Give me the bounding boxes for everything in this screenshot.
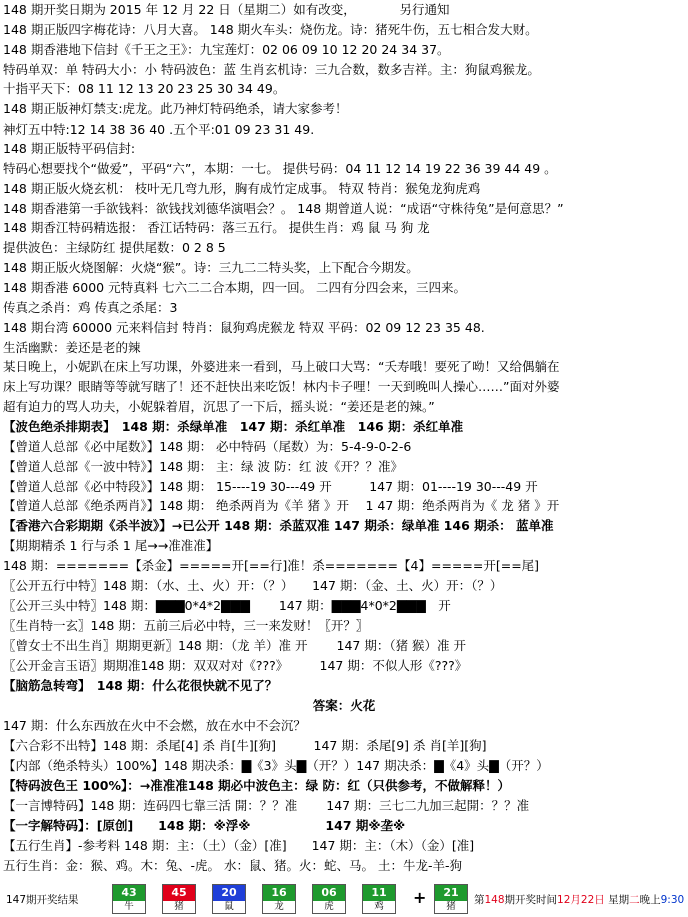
next-date: 12月22日 <box>557 894 605 906</box>
result-ball <box>312 884 346 914</box>
riddle-line: 【脑筋急转弯】 148 期：什么花很快就不见了？ <box>3 678 278 693</box>
ball-zodiac: 猪 <box>435 901 467 913</box>
next-time-label: 晚上 <box>639 894 661 906</box>
internal-kill-line: 【内部（绝杀特头）100%】148 期决杀：▇《3》头▇（开？）147 期决杀：▇《4》头▇（开？） <box>3 758 549 773</box>
ball-number: 43 <box>113 885 145 901</box>
special-code-line: 特码单双：单 特码大小：小 特码波色：蓝 生肖玄机诗：三九合数，数多吉祥。主：狗鼠鸡猴龙。 <box>3 62 540 77</box>
next-week-label: 星期 <box>608 894 630 906</box>
lamp-ban-line: 148 期正版神灯禁支:虎龙。此乃神灯特码绝杀，请大家参考！ <box>3 101 348 116</box>
fax-kill-line: 传真之杀肖：鸡 传真之杀尾：3 <box>3 300 178 315</box>
hk-6000-line: 148 期香港 6000 元特真料 七六二二合本期，四一回。 二四有分四会来，三四来。 <box>3 280 467 295</box>
ball-number: 16 <box>263 885 295 901</box>
five-elements-zodiac-line: 五行生肖：金：猴、鸡。木：兔、-虎。 水：鼠、猪。火：蛇、马。 土：牛龙-羊-狗 <box>3 858 462 873</box>
plum-poem-line: 148 期正版四字梅花诗：八月大喜。 148 期火车头：烧伤龙。诗：猪死牛伤，五七相合发大财。 <box>3 22 538 37</box>
result-ball <box>362 884 396 914</box>
special-segment-line: 【曾道人总部《必中特段》】148 期： 15----19 30---49 开 147 期：01----19 30---49 开 <box>3 479 538 494</box>
next-issue: 148 <box>484 894 505 906</box>
tail-number-line: 【曾道人总部《必中尾数》】148 期： 必中特码（尾数）为：5-4-9-0-2-6 <box>3 439 412 454</box>
ball-zodiac: 鼠 <box>213 901 245 913</box>
kill-metal-line: 148 期：=======【杀金】=====开[==行]准！杀=======【4】=====开[==尾] <box>3 558 540 573</box>
ball-zodiac: 牛 <box>113 901 145 913</box>
result-ball <box>112 884 146 914</box>
next-week: 二 <box>629 894 640 906</box>
riddle-147-line: 147 期：什么东西放在火中不会燃，放在水中不会沉？ <box>3 718 306 733</box>
humor-body-line-1: 某日晚上，小妮趴在床上写功课，外婆进来一看到，马上破口大骂：“夭寿哦！要死了呦！又给偶躺在 <box>3 359 560 374</box>
fire-mystery-line: 148 期正版火烧玄机： 枝叶无几弯九形，胸有成竹定成事。 特双 特肖：猴兔龙狗虎鸡 <box>3 181 481 196</box>
fire-diagram-line: 148 期正版火烧图解：火烧“猴”。诗：三九二二特头奖，上下配合今期发。 <box>3 260 419 275</box>
ball-zodiac: 龙 <box>263 901 295 913</box>
wave-tail-line: 提供波色：主绿防红 提供尾数：0 2 8 5 <box>3 240 226 255</box>
ms-zeng-line: 〖曾女士不出生肖〗期期更新〗148 期：（龙 羊）准 开 147 期：（猪 猴）准 开 <box>3 638 467 653</box>
envelope-title-line: 148 期正版特平码信封: <box>3 141 136 156</box>
issue-date-line: 148 期开奖日期为 2015 年 12 月 22 日（星期二）如有改变， 另行通知 <box>3 2 450 17</box>
result-ball <box>212 884 246 914</box>
ball-zodiac: 鸡 <box>363 901 395 913</box>
no-special-line: 【六合彩不出特】148 期：杀尾[4] 杀 肖[牛][狗] 147 期：杀尾[9] 杀 肖[羊][狗] <box>3 738 487 753</box>
next-time: 9:30 <box>660 894 685 906</box>
results-label: 147期开奖结果 <box>6 894 79 906</box>
ball-zodiac: 猪 <box>163 901 195 913</box>
precise-kill-title-line: 【期期精杀 1 行与杀 1 尾→→准准准】 <box>3 538 219 553</box>
ten-fingers-line: 十指平天下：08 11 12 13 20 23 25 30 34 49。 <box>3 81 286 96</box>
plus-sign: + <box>413 888 427 907</box>
five-elements-line: 〖公开五行中特〗148 期：（水、土、火）开：（？） 147 期：（金、土、火）开：（？） <box>3 578 503 593</box>
humor-body-line-2: 床上写功课？眼睛等等就写瞎了！还不赶快出来吃饭！林内卡子哩！一天到晚叫人操心……”面对外婆 <box>3 379 560 394</box>
riddle-answer-line: 答案：火花 <box>312 698 376 713</box>
one-wave-line: 【曾道人总部《一波中特》】148 期： 主：绿 波 防：红 波《开？？准》 <box>3 459 403 474</box>
humor-body-line-3: 超有迫力的骂人功夫，小妮躲着眉，沉思了一下后，摇头说：“姜还是老的辣。” <box>3 399 435 414</box>
lamp-five-line: 神灯五中特:12 14 38 36 40 .五个平:01 09 23 31 49. <box>3 122 315 137</box>
wave-kill-schedule-line: 【波色绝杀排期表】 148 期：杀绿单准 147 期：杀红单准 146 期：杀红单准 <box>3 419 464 434</box>
next-prefix: 第 <box>474 894 485 906</box>
kill-two-zodiac-line: 【曾道人总部《绝杀两肖》】148 期： 绝杀两肖为《羊 猪 》开 1 47 期：绝杀两肖为《 龙 猪 》开 <box>3 498 560 513</box>
ball-number: 21 <box>435 885 467 901</box>
humor-title-line: 生活幽默：姜还是老的辣 <box>3 340 141 355</box>
heart-code-line: 特码心想要找个“做爱”，平码“六”，本期：一七。 提供号码：04 11 12 14 19 22 36 39 44 49 。 <box>3 161 557 176</box>
results-bar <box>0 882 688 917</box>
next-mid: 期开奖时间 <box>504 894 558 906</box>
golden-words-line: 〖公开金言玉语〗期期准148 期：双双对对《???》 147 期：不似人形《???》 <box>3 658 468 673</box>
taiwan-60000-line: 148 期台湾 60000 元来料信封 特肖：鼠狗鸡虎猴龙 特双 平码：02 09 12 23 35 48. <box>3 320 485 335</box>
next-draw-time <box>474 892 684 907</box>
ball-number: 45 <box>163 885 195 901</box>
half-wave-line: 【香港六合彩期期《杀半波》】→已公开 148 期：杀蓝双准 147 期杀：绿单准 146 期杀： 蓝单准 <box>3 518 554 533</box>
xiangjiang-line: 148 期香江特码精选报： 香江话特码：落三五行。 提供生肖：鸡 鼠 马 狗 龙 <box>3 220 430 235</box>
result-ball <box>262 884 296 914</box>
ball-number: 11 <box>363 885 395 901</box>
zodiac-mystery-line: 〖生肖特一玄〗148 期：五前三后必中特，三一来发财！〖开？〗 <box>3 618 369 633</box>
special-ball <box>434 884 468 914</box>
ball-number: 20 <box>213 885 245 901</box>
one-char-line: 【一字解特码】：[原创] 148 期：※浮※ 147 期※垄※ <box>3 818 406 833</box>
ball-zodiac: 虎 <box>313 901 345 913</box>
result-ball <box>162 884 196 914</box>
one-word-bet-line: 【一言博特码】148 期：连码四七靠三活 開：？？准 147 期：三七二九加三起開：？？准 <box>3 798 530 813</box>
five-elements-ref-line: 【五行生肖】-参考料 148 期：主：（土）（金）[准] 147 期：主：（木）（金）[准] <box>3 838 475 853</box>
hk-envelope-line: 148 期香港地下信封《千王之王》：九宝莲灯：02 06 09 10 12 20 24 34 37。 <box>3 42 450 57</box>
wave-king-line: 【特码波色王 100%】：→准准准148 期必中波色主：绿 防：红（只供参考，不做解释！） <box>3 778 510 793</box>
hk-first-hand-line: 148 期香港第一手欲钱料：欲钱找刘德华演唱会？。 148 期曾道人说：“成语“守株待兔”是何意思？” <box>3 201 564 216</box>
ball-number: 06 <box>313 885 345 901</box>
three-heads-line: 〖公开三头中特〗148 期：▇▇▇0*4*2▇▇▇ 147 期：▇▇▇4*0*2▇▇▇ 开 <box>3 598 451 613</box>
